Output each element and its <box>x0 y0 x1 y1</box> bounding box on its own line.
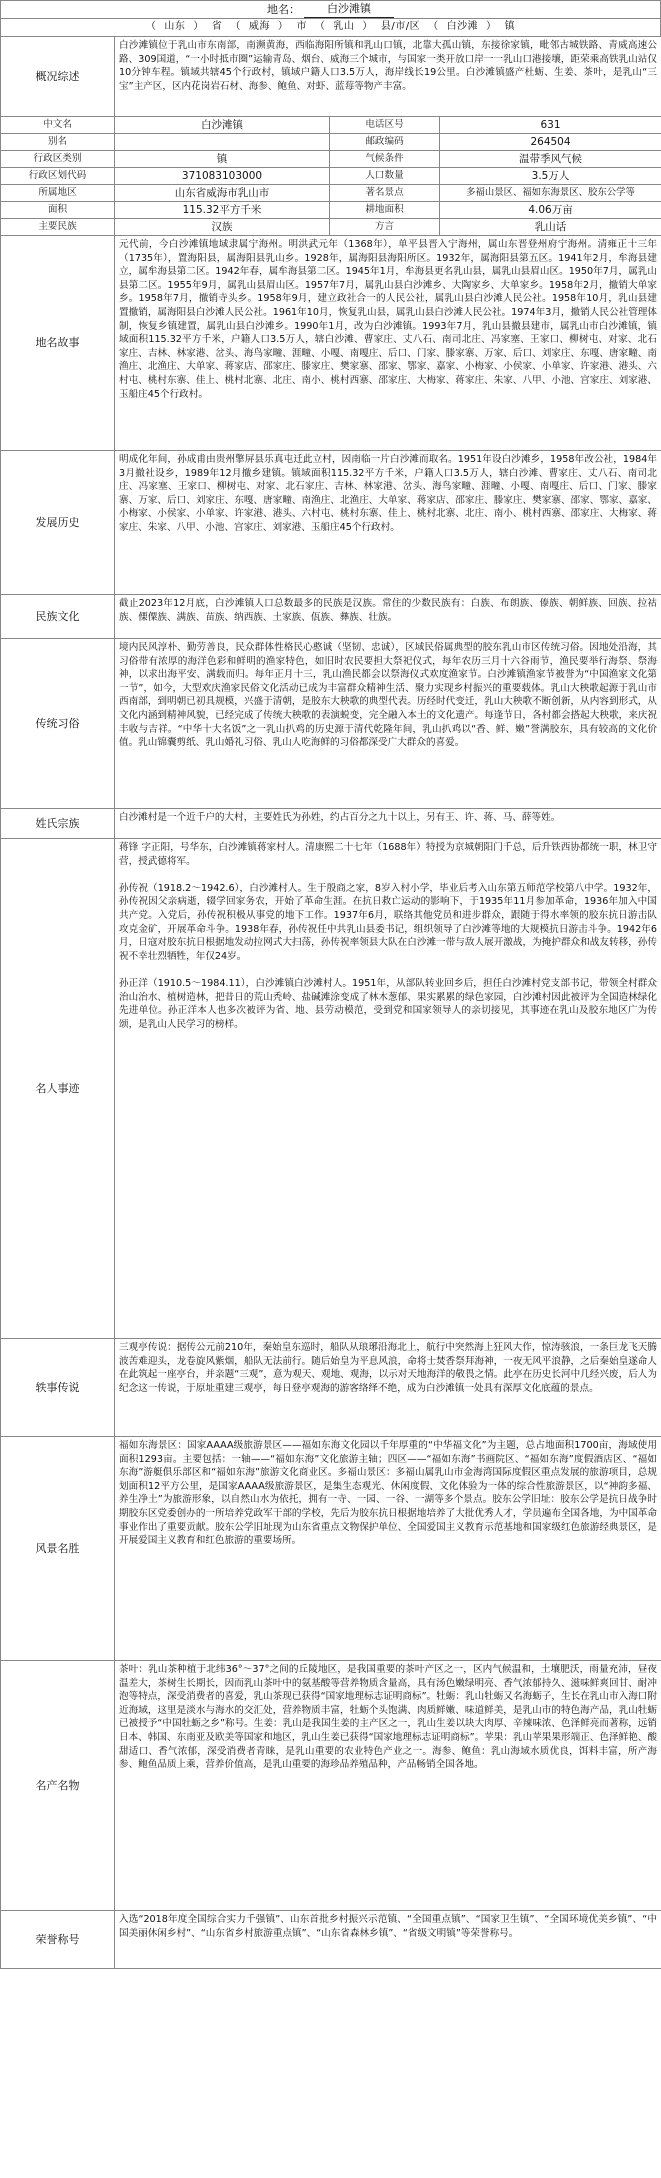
fact-row <box>1 185 661 202</box>
fact-value: 汉族 <box>115 219 330 236</box>
fact-value: 631 <box>440 117 661 134</box>
ethnic-culture-label: 民族文化 <box>1 595 115 639</box>
history-label: 发展历史 <box>1 451 115 595</box>
addr-town-unit: 镇 <box>504 21 516 33</box>
fact-value: 3.5万人 <box>440 168 661 185</box>
ethnic-culture-text: 截止2023年12月底，白沙滩镇人口总数最多的民族是汉族。常住的少数民族有：白族、布朗族、傣族、朝鲜族、回族、拉祜族、傈僳族、满族、苗族、纳西族、土家族、佤族、彝族、壮族。 <box>115 595 661 639</box>
addr-province-unit: 省 <box>211 21 223 33</box>
fact-key: 面积 <box>1 202 115 219</box>
custom-label: 传统习俗 <box>1 639 115 809</box>
fact-key: 电话区号 <box>330 117 440 134</box>
products-row <box>1 1661 661 1911</box>
scenery-text: 福如东海景区：国家AAAA级旅游景区——福如东海文化园以千年厚重的“中华福文化”为主题，总占地面积1700亩，海域使用面积1293亩。主要包括：一轴——“福如东海”文化旅游主轴；四区——“福如东海”书画院区、“福如东海”度假酒店区、“福如东海”游艇俱乐部区和“福如东海”旅游文化商业区。多福山景区：多福山属乳山市金海湾国际度假区重点发展的旅游项目，总规划面积12平方公里，是国家AAAA级旅游景区，是集生态观光、休闲度假、文化体验为一体的综合性旅游景区，以“神韵多福、养生净土”为旅游形象，以自然山水为依托，拥有一寺、一园、一谷、一湖等多个景点。胶东公学旧址：胶东公学是抗日战争时期胶东区党委创办的一所培养党政军干部的学校，先后为胶东抗日根据地培养了大批优秀人才，学员遍布全国各地，为中国革命事业作出了重要贡献。胶东公学旧址现为山东省重点文物保护单位、全国爱国主义教育示范基地和国家级红色旅游经典景区，是开展爱国主义教育和红色旅游的重要场所。 <box>115 1437 661 1661</box>
fact-value: 山东省威海市乳山市 <box>115 185 330 202</box>
title-bar <box>0 0 661 18</box>
addr-province: 山东 <box>164 21 186 33</box>
fact-key: 别名 <box>1 134 115 151</box>
fact-key: 中文名 <box>1 117 115 134</box>
story-label: 地名故事 <box>1 236 115 451</box>
surname-text: 白沙滩村是一个近千户的大村，主要姓氏为孙姓，约占百分之九十以上，另有王、许、蒋、马、薛等姓。 <box>115 809 661 839</box>
overview-text: 白沙滩镇位于乳山市东南部，南濒黄海，西临海阳所镇和乳山口镇，北靠大孤山镇，东接徐家镇，毗邻古城铁路、青威高速公路、309国道，“一小时抵市圈”运输青岛、烟台、威海三个城市，与国家一类开放口岸一一乳山口港接壤，距荣乘高铁乳山站仅10分钟车程。镇域共辖45个行政村，镇域户籍人口3.5万人，海岸线长19公里。白沙滩镇盛产杜蛎、生姜、茶叶，是乳山“三宝”主产区，区内花岗岩石材、海参、鲍鱼、对虾、蓝莓等物产丰富。 <box>115 37 661 117</box>
fact-row <box>1 219 661 236</box>
addr-town: 白沙滩 <box>446 21 479 33</box>
custom-text: 境内民风淳朴、勤劳善良，民众群体性格民心憨诚（坚韧、忠诚），区域民俗属典型的胶东乳山市区传统习俗。因地处沿海，其习俗带有浓厚的海洋色彩和鲜明的渔家特色，如旧时农民要担大祭祀仪式，每年农历三月十六谷雨节，渔民要举行海祭、祭海神，以求出海平安、满载而归。每年正月十三，乳山渔民都会以祭海仪式欢度渔家节。白沙滩镇渔家节被誉为“中国渔家文化第一节”，如今，大型欢庆渔家民俗文化活动已成为丰富群众精神生活、聚力实现乡村振兴的重要载体。乳山大秧歌起源于乳山市西南部，到明朝已初具规模，兴盛于清朝，是胶东大秧歌的典型代表。历经时代变迁，乳山大秧歌不断创新，从内容到形式，从文化内涵到精神风貌，已经完成了传统大秧歌的表演蜕变，完全融入本土的文化遗产。每逢节日，各村都会搭起大秧歌，来庆祝丰收与吉祥。“中华十大名饭”之一乳山扒鸡的历史源于清代乾隆年间，乳山扒鸡以“香、鲜、嫩”誉满胶东，具有较高的文化价值。乳山锦囊剪纸、乳山婚礼习俗、乳山人吃海鲜的习俗都深受广大群众的喜爱。 <box>115 639 661 809</box>
addr-county-unit: 县/市/区 <box>380 21 421 33</box>
fact-key: 所属地区 <box>1 185 115 202</box>
legend-text: 三观亭传说：据传公元前210年，秦始皇东巡时，船队从琅琊沿海北上，航行中突然海上狂风大作，惊涛骇浪，一条巨龙飞天腾波苦难迎头，龙卷旋风紫烟，船队无法前行。随后始皇为平息风浪，命将士焚香祭拜海神，一夜无风平浪静，之后秦始皇遂命人在此筑起一座亭台，并亲题“三观”，意为观天、观地、观海，以示对天地海洋的敬畏之情。此亭在历史长河中几经兴废，后人为纪念这一传说，于原址重建三观亭，每日登亭观海的游客络绎不绝，成为白沙滩镇一处具有深厚文化底蕴的景点。 <box>115 1339 661 1437</box>
products-text: 茶叶：乳山茶种植于北纬36°～37°之间的丘陵地区，是我国重要的茶叶产区之一，区内气候温和，土壤肥沃，雨量充沛，昼夜温差大，茶树生长期长，因而乳山茶叶中的氨基酸等营养物质含量高，具有汤色嫩绿明亮、香气浓郁持久、滋味鲜爽回甘、耐冲泡等特点，深受消费者的喜爱，乳山茶现已获得“国家地理标志证明商标”。牡蛎：乳山牡蛎又名海蛎子，生长在乳山市入海口附近海域，这里是淡水与海水的交汇处，营养物质丰富，牡蛎个头饱满、肉质鲜嫩、味道鲜美，是乳山市的特色海产品，乳山牡蛎已被授予“中国牡蛎之乡”称号。生姜：乳山是我国生姜的主产区之一，乳山生姜以块大肉厚、辛辣味浓、色泽鲜亮而著称，远销日本、韩国、东南亚及欧美等国家和地区，乳山生姜已获得“国家地理标志证明商标”。苹果：乳山苹果果形端正、色泽鲜艳、酸甜适口、香气浓郁，深受消费者青睐，是乳山重要的农业特色产业之一。海参、鲍鱼：乳山海域水质优良，饵料丰富，所产海参、鲍鱼品质上乘，营养价值高，是乳山重要的海珍品养殖品种，产品畅销全国各地。 <box>115 1661 661 1911</box>
history-row <box>1 451 661 595</box>
legend-row <box>1 1339 661 1437</box>
fact-value: 乳山话 <box>440 219 661 236</box>
products-label: 名产名物 <box>1 1661 115 1911</box>
fact-key: 邮政编码 <box>330 134 440 151</box>
addr-county: 乳山 <box>333 21 355 33</box>
legend-label: 轶事传说 <box>1 1339 115 1437</box>
story-row <box>1 236 661 451</box>
fact-value: 温带季风气候 <box>440 151 661 168</box>
story-text: 元代前，今白沙滩镇地域隶属宁海州。明洪武元年（1368年），单平县晋入宁海州，属山东晋登州府宁海州。清雍正十三年（1735年），置海阳县，属海阳县乳山乡。1928年，属海阳县海阳所区。1932年，属海阳县第五区。1941年2月，牟海县建立，属牟海县第二区。1942年春，属牟海县第二区。1945年1月，牟海县更名乳山县，属乳山县眉山区。1950年7月，属乳山县第二区。1955年9月，属乳山县眉山区。1957年7月，属乳山县白沙滩乡、大陶家乡、大单家乡。1958年2月，撤销大单家乡。1958年7月，撤销寺头乡。1958年9月，建立政社合一的人民公社，属乳山县白沙滩人民公社。1958年10月，乳山县建置撤销，属海阳县白沙滩人民公社。1961年10月，恢复乳山县，属乳山县白沙滩人民公社。1974年3月，撤销人民公社管理体制，恢复乡镇建置，属乳山县白沙滩乡。1990年1月，改为白沙滩镇。1993年7月，乳山县撤县建市，属乳山市白沙滩镇，镇域面积115.32平方千米，户籍人口3.5万人，辖白沙滩、曹家庄、丈八石、南司北庄、冯家塞、王家口、柳树屯、对家、北石家庄、吉林、林家港、岔头、海鸟家疃、涯疃、小嘎、南嘎庄、后口、门家、滕家寨、万家、后口、刘家庄、东嘎、唐家疃、南渔庄、北渔庄、大单家、蒋家店、邵家庄、滕家庄、樊家寨、邵家、鄂家、嘉家、小梅家、小侯家、小单家、许家港、港头、六村屯、桃村东寨、佳上、桃村北寨、北庄、南小、桃村西寨、邵家庄、大梅家、蒋家庄、朱家、八甲、小池、宫家庄、刘家港、玉船庄45个行政村。 <box>115 236 661 451</box>
overview-row <box>1 37 661 117</box>
place-name: 白沙滩镇 <box>304 1 394 18</box>
addr-city: 威海 <box>248 21 270 33</box>
fact-row <box>1 134 661 151</box>
fact-value <box>115 134 330 151</box>
fact-key: 主要民族 <box>1 219 115 236</box>
people-row <box>1 839 661 1339</box>
fact-row <box>1 168 661 185</box>
honor-text: 入选“2018年度全国综合实力千强镇”、山东首批乡村振兴示范镇、“全国重点镇”、“国家卫生镇”、“全国环境优美乡镇”、“中国美丽休闲乡村”、“山东省乡村旅游重点镇”、“山东省森林乡镇”、“省级文明镇”等荣誉称号。 <box>115 1911 661 1969</box>
fact-key: 耕地面积 <box>330 202 440 219</box>
fact-key: 行政区划代码 <box>1 168 115 185</box>
fact-key: 方言 <box>330 219 440 236</box>
history-text: 明成化年间，孙成甫由贵州擎屏县乐真屯迁此立村，因南临一片白沙滩而取名。1951年设白沙滩乡，1958年改公社，1984年3月撤社设乡，1989年12月撤乡建镇。镇域面积115.32平方千米，户籍人口3.5万人，辖白沙滩、曹家庄、丈八石、南司北庄、冯家塞、王家口、柳树屯、对家、北石家庄、吉林、林家港、岔头、海鸟家疃、涯疃、小嘎、南嘎庄、后口、门家、滕家寨、万家、后口、刘家庄、东嘎、唐家疃、南渔庄、北渔庄、大单家、蒋家店、邵家庄、滕家庄、樊家寨、邵家、鄂家、嘉家、小梅家、小侯家、小单家、许家港、港头、六村屯、桃村东寨、佳上、桃村北寨、北庄、南小、桃村西寨、邵家庄、大梅家、蒋家庄、朱家、八甲、小池、宫家庄、刘家港、玉船庄45个行政村。 <box>115 451 661 595</box>
fact-key: 行政区类别 <box>1 151 115 168</box>
fact-key: 人口数量 <box>330 168 440 185</box>
gazetteer-table <box>0 36 661 1969</box>
fact-row <box>1 151 661 168</box>
people-label: 名人事迹 <box>1 839 115 1339</box>
fact-value: 多福山景区、福如东海景区、胶东公学等 <box>440 185 661 202</box>
custom-row <box>1 639 661 809</box>
surname-label: 姓氏宗族 <box>1 809 115 839</box>
fact-row <box>1 202 661 219</box>
fact-value: 264504 <box>440 134 661 151</box>
fact-value: 371083103000 <box>115 168 330 185</box>
honor-row <box>1 1911 661 1969</box>
honor-label: 荣誉称号 <box>1 1911 115 1969</box>
addr-city-unit: 市 <box>296 21 307 33</box>
fact-key: 气候条件 <box>330 151 440 168</box>
overview-label: 概况综述 <box>1 37 115 117</box>
fact-row <box>1 117 661 134</box>
fact-value: 4.06万亩 <box>440 202 661 219</box>
ethnic-culture-row <box>1 595 661 639</box>
address-bar: （ 山东 ） 省 （ 威海 ） 市 （ 乳山 ） 县/市/区 （ 白沙滩 ） 镇 <box>0 18 661 36</box>
fact-value: 115.32平方千米 <box>115 202 330 219</box>
surname-row <box>1 809 661 839</box>
scenery-row <box>1 1437 661 1661</box>
fact-key: 著名景点 <box>330 185 440 202</box>
people-text: 蒋锋 字正阳，号华东，白沙滩镇蒋家村人。清康熙二十七年（1688年）特授为京城朝阳门千总，后升铁西协都统一职，林卫守营，授武德将军。 孙传祝（1918.2～1942.6），白沙滩村人。生于殷商之家，8岁入村小学，毕业后考入山东第五师范学校第八中学。1932年，孙传祝因父亲病逝，辍学回家务农，开始了革命生涯。在抗日救亡运动的影响下，于1935年11月参加革命，1936年加入中国共产党。入党后，孙传祝积极从事党的地下工作。1937年6月，联络其他党员和进步群众，跟随于得水率领的胶东抗日游击队攻克金矿，开展革命斗争。1938年春，孙传祝任中共乳山县委书记，组织领导了白沙滩等地的大规模抗日游击斗争。1942年6月，日寇对胶东抗日根据地发动拉网式大扫荡，孙传祝率领县大队在白沙滩一带与敌人展开激战，为掩护群众和战友转移，孙传祝不幸壮烈牺牲，年仅24岁。 孙正洋（1910.5～1984.11），白沙滩镇白沙滩村人。1951年，从部队转业回乡后，担任白沙滩村党支部书记，带领全村群众治山治水、植树造林，把昔日的荒山秃岭、盐碱滩涂变成了林木葱郁、果实累累的绿色家园，白沙滩村因此被评为全国造林绿化先进单位。孙正洋本人也多次被评为省、地、县劳动模范，受到党和国家领导人的亲切接见，其事迹在乳山及胶东地区广为传颂，是乳山人民学习的榜样。 <box>115 839 661 1339</box>
title-label: 地名： <box>267 2 300 16</box>
fact-value: 白沙滩镇 <box>115 117 330 134</box>
scenery-label: 风景名胜 <box>1 1437 115 1661</box>
fact-value: 镇 <box>115 151 330 168</box>
